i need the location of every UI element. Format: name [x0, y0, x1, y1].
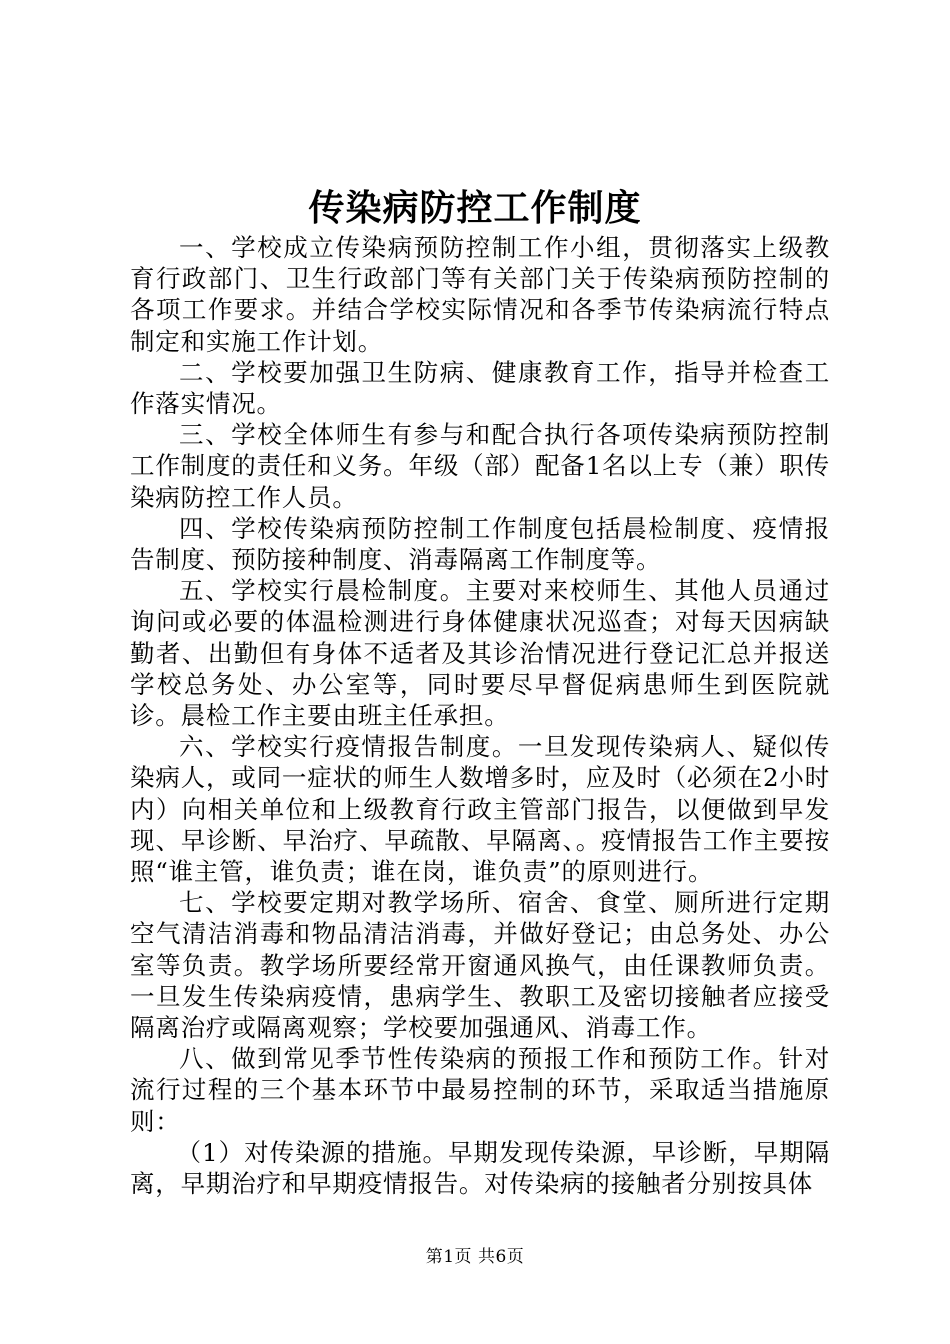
paragraph-2: 二、学校要加强卫生防病、健康教育工作，指导并检查工作落实情况。	[130, 357, 830, 419]
paragraph-8: 八、做到常见季节性传染病的预报工作和预防工作。针对流行过程的三个基本环节中最易控制的环节，采取适当措施原则：	[130, 1044, 830, 1136]
paragraph-9: （1）对传染源的措施。早期发现传染源，早诊断，早期隔离，早期治疗和早期疫情报告。对传染病的接触者分别按具体	[130, 1137, 830, 1199]
paragraph-6: 六、学校实行疫情报告制度。一旦发现传染病人、疑似传染病人，或同一症状的师生人数增多时，应及时（必须在2小时内）向相关单位和上级教育行政主管部门报告，以便做到早发现、早诊断、早治疗、早疏散、早隔离、。疫情报告工作主要按照“谁主管，谁负责；谁在岗，谁负责”的原则进行。	[130, 732, 831, 887]
paragraph-7: 七、学校要定期对教学场所、宿舍、食堂、厕所进行定期空气清洁消毒和物品清洁消毒，并做好登记；由总务处、办公室等负责。教学场所要经常开窗通风换气，由任课教师负责。一旦发生传染病疫情，患病学生、教职工及密切接触者应接受隔离治疗或隔离观察；学校要加强通风、消毒工作。	[130, 888, 830, 1043]
paragraph-5: 五、学校实行晨检制度。主要对来校师生、其他人员通过询问或必要的体温检测进行身体健康状况巡查；对每天因病缺勤者、出勤但有身体不适者及其诊治情况进行登记汇总并报送学校总务处、办公室等，同时要尽早督促病患师生到医院就诊。晨检工作主要由班主任承担。	[130, 576, 830, 731]
document-title: 传染病防控工作制度	[308, 187, 642, 229]
document-body	[130, 232, 830, 1199]
paragraph-1: 一、学校成立传染病预防控制工作小组，贯彻落实上级教育行政部门、卫生行政部门等有关部门关于传染病预防控制的各项工作要求。并结合学校实际情况和各季节传染病流行特点制定和实施工作计划。	[130, 233, 830, 356]
paragraph-3: 三、学校全体师生有参与和配合执行各项传染病预防控制工作制度的责任和义务。年级（部）配备1名以上专（兼）职传染病防控工作人员。	[130, 420, 830, 512]
page-footer: 第1页 共6页	[425, 1247, 525, 1267]
paragraph-4: 四、学校传染病预防控制工作制度包括晨检制度、疫情报告制度、预防接种制度、消毒隔离工作制度等。	[130, 513, 830, 575]
